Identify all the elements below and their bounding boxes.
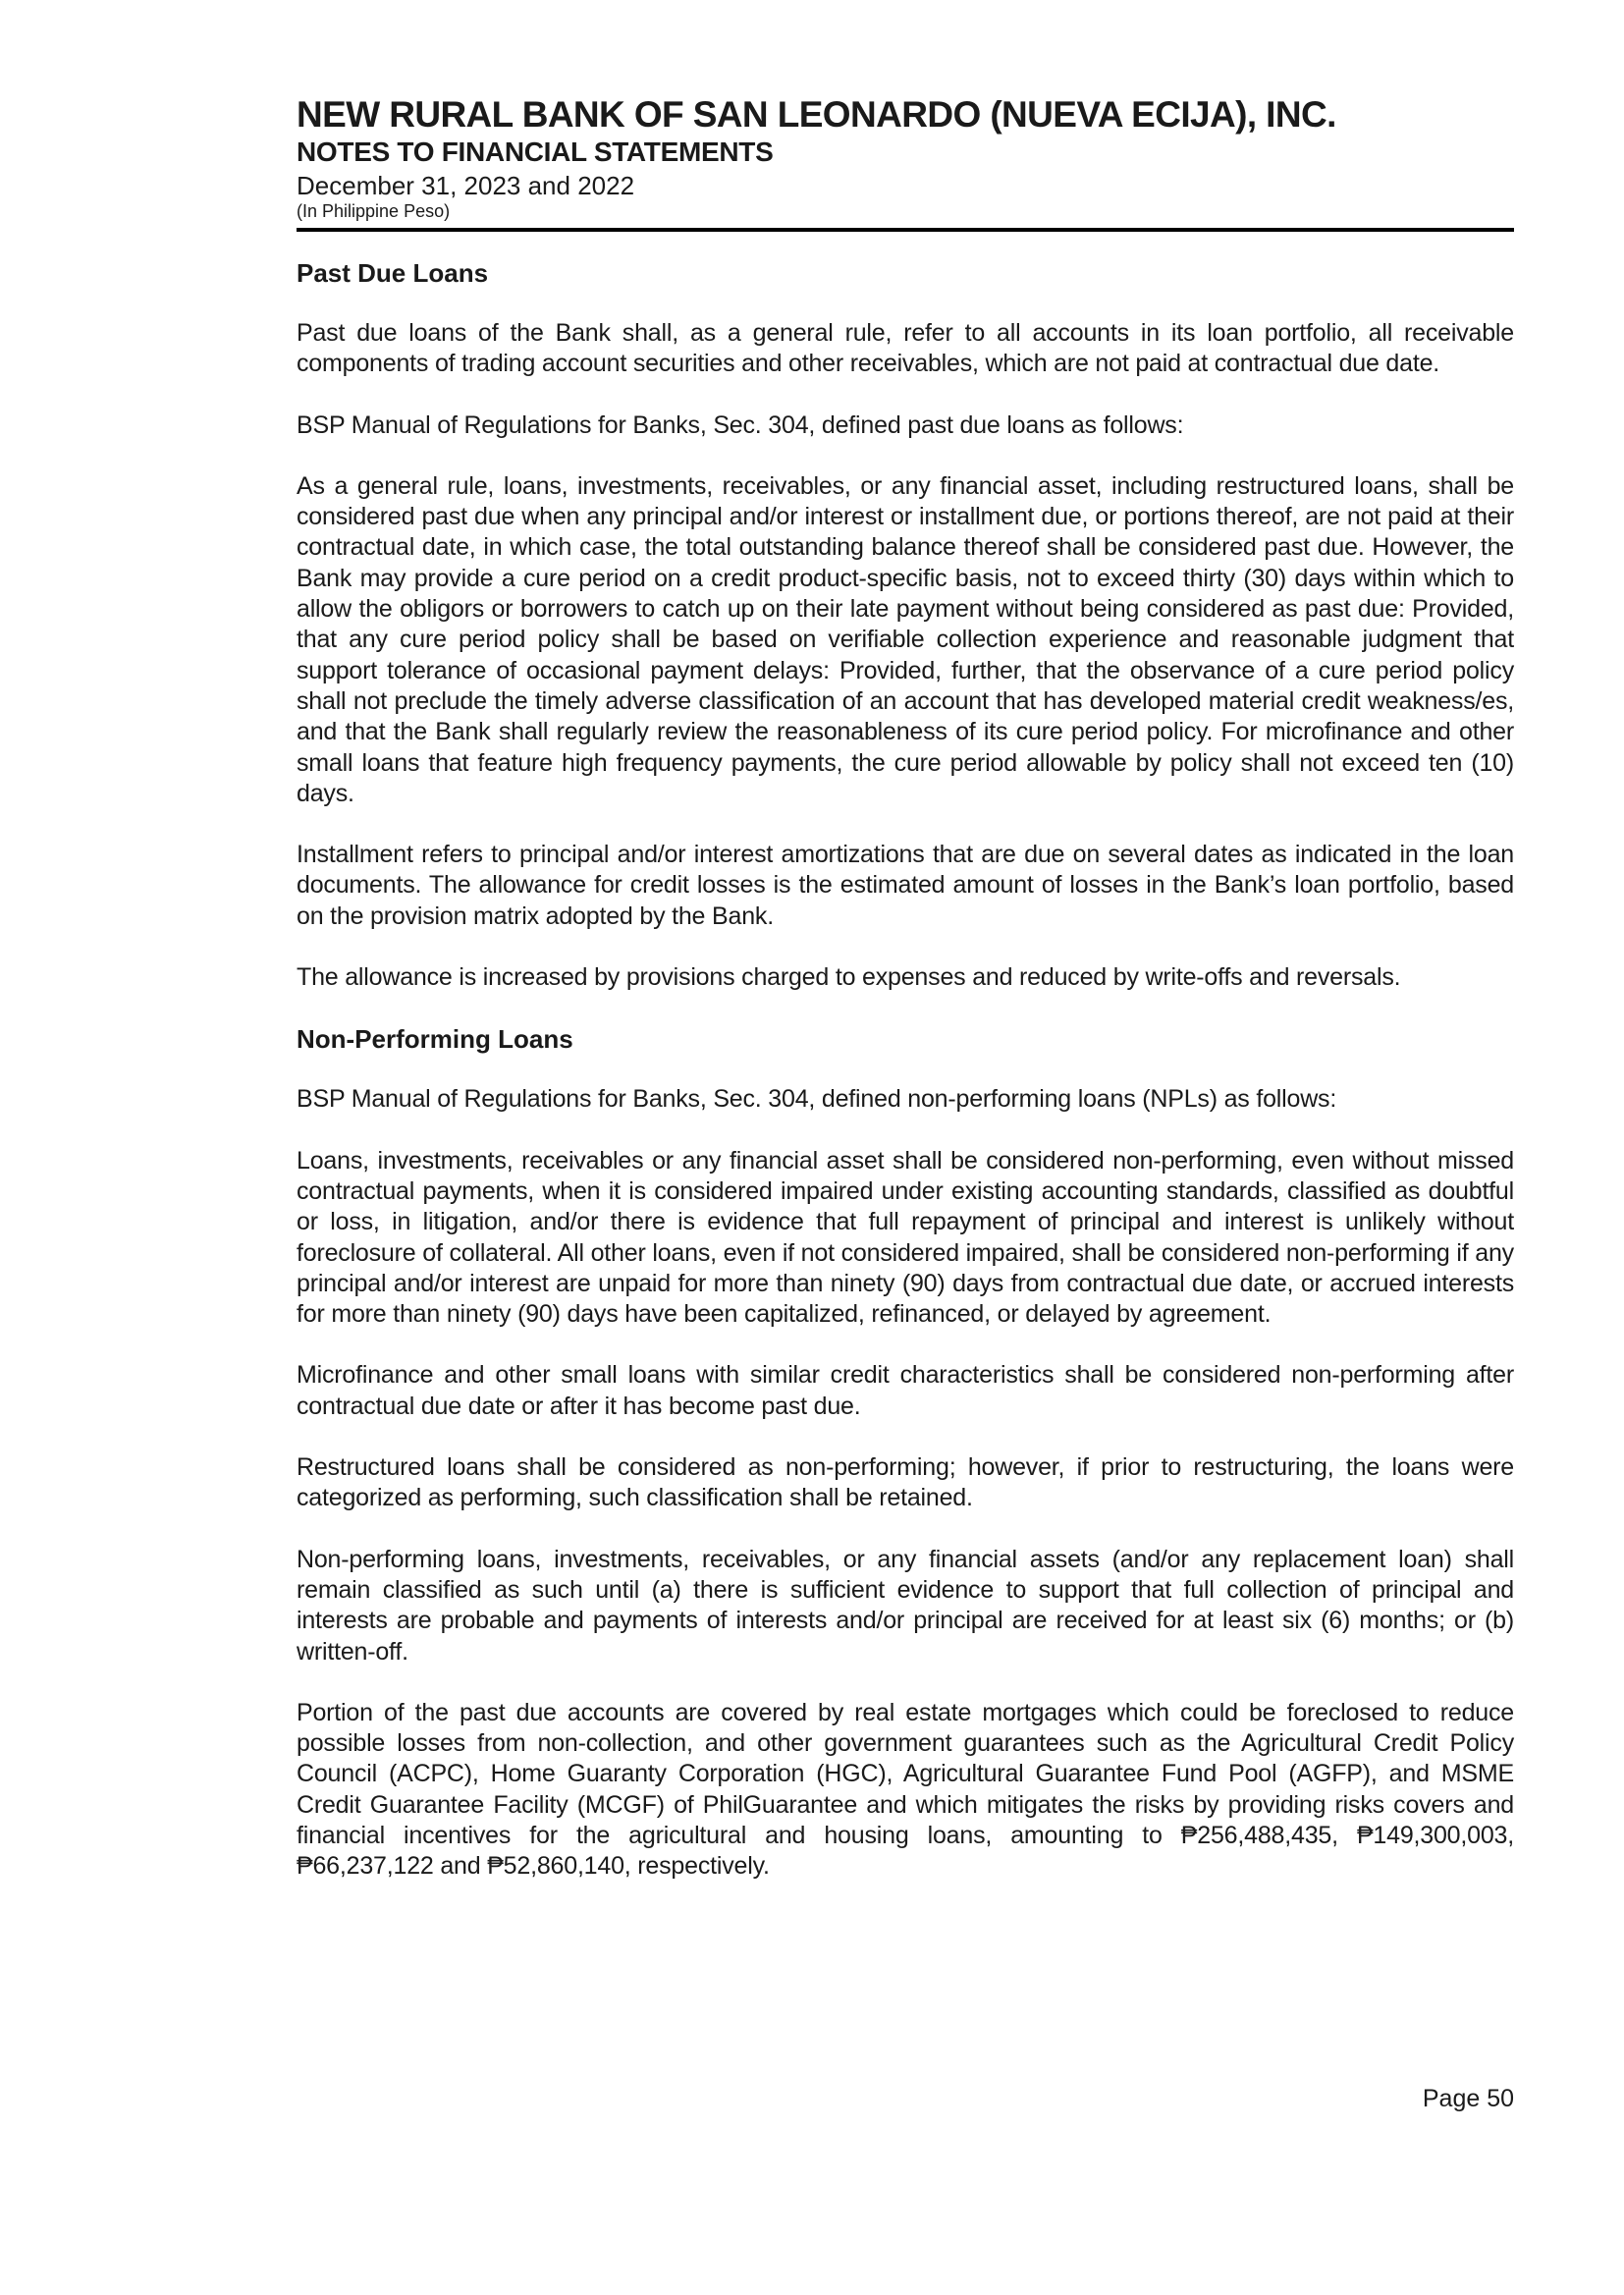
company-name: NEW RURAL BANK OF SAN LEONARDO (NUEVA ECIJA), INC.	[297, 94, 1336, 135]
paragraph: Loans, investments, receivables or any financial asset shall be considered non-performing, even without missed contractual payments, when it is considered impaired under existing accounting standards, classified as doubtful or loss, in litigation, and/or there is evidence that full repayment of principal and interest is unlikely without foreclosure of collateral. All other loans, even if not considered impaired, shall be considered non-performing if any principal and/or interest are unpaid for more than ninety (90) days from contractual due date, or accrued interests for more than ninety (90) days have been capitalized, refinanced, or delayed by agreement.	[297, 1146, 1514, 1329]
paragraph: Portion of the past due accounts are covered by real estate mortgages which could be foreclosed to reduce possible losses from non-collection, and other government guarantees such as the Agricultural Credit Policy Council (ACPC), Home Guaranty Corporation (HGC), Agricultural Guarantee Fund Pool (AGFP), and MSME Credit Guarantee Facility (MCGF) of PhilGuarantee and which mitigates the risks by providing risks covers and financial incentives for the agricultural and housing loans, amounting to ₱256,488,435, ₱149,300,003, ₱66,237,122 and ₱52,860,140, respectively.	[297, 1698, 1514, 1881]
paragraph: BSP Manual of Regulations for Banks, Sec. 304, defined non-performing loans (NPLs) as follows:	[297, 1085, 1337, 1114]
page-header	[297, 94, 1514, 222]
reporting-period: December 31, 2023 and 2022	[297, 171, 635, 200]
notes-title: NOTES TO FINANCIAL STATEMENTS	[297, 137, 774, 167]
paragraph: Microfinance and other small loans with similar credit characteristics shall be considered non-performing after contractual due date or after it has become past due.	[297, 1361, 1514, 1420]
section-heading-past-due: Past Due Loans	[297, 258, 489, 288]
paragraph: BSP Manual of Regulations for Banks, Sec. 304, defined past due loans as follows:	[297, 410, 1184, 439]
paragraph: Restructured loans shall be considered as non-performing; however, if prior to restructuring, the loans were categorized as performing, such classification shall be retained.	[297, 1453, 1514, 1512]
paragraph: The allowance is increased by provisions charged to expenses and reduced by write-offs and reversals.	[297, 963, 1401, 992]
paragraph: Non-performing loans, investments, receivables, or any financial assets (and/or any replacement loan) shall remain classified as such until (a) there is sufficient evidence to support that full collection of principal and interests are probable and payments of interests and/or principal are received for at least six (6) months; or (b) written-off.	[297, 1545, 1514, 1666]
paragraph: As a general rule, loans, investments, receivables, or any financial asset, including restructured loans, shall be considered past due when any principal and/or interest or installment due, or portions thereof, are not paid at their contractual date, in which case, the total outstanding balance thereof shall be considered past due. However, the Bank may provide a cure period on a credit product-specific basis, not to exceed thirty (30) days within which to allow the obligors or borrowers to catch up on their late payment without being considered as past due: Provided, that any cure period policy shall be based on verifiable collection experience and reasonable judgment that support tolerance of occasional payment delays: Provided, further, that the observance of a cure period policy shall not preclude the timely adverse classification of an account that has developed material credit weakness/es, and that the Bank shall regularly review the reasonableness of its cure period policy. For microfinance and other small loans that feature high frequency payments, the cure period allowable by policy shall not exceed ten (10) days.	[297, 471, 1514, 807]
page-number: Page 50	[1422, 2085, 1514, 2112]
currency-note: (In Philippine Peso)	[297, 201, 451, 221]
section-heading-non-performing: Non-Performing Loans	[297, 1024, 573, 1055]
page-content	[297, 257, 1514, 1913]
header-divider	[297, 228, 1514, 232]
paragraph: Installment refers to principal and/or interest amortizations that are due on several dates as indicated in the loan documents. The allowance for credit losses is the estimated amount of losses in the Bank’s loan portfolio, based on the provision matrix adopted by the Bank.	[297, 841, 1514, 930]
paragraph: Past due loans of the Bank shall, as a general rule, refer to all accounts in its loan portfolio, all receivable components of trading account securities and other receivables, which are not paid at contractual due date.	[297, 319, 1514, 378]
